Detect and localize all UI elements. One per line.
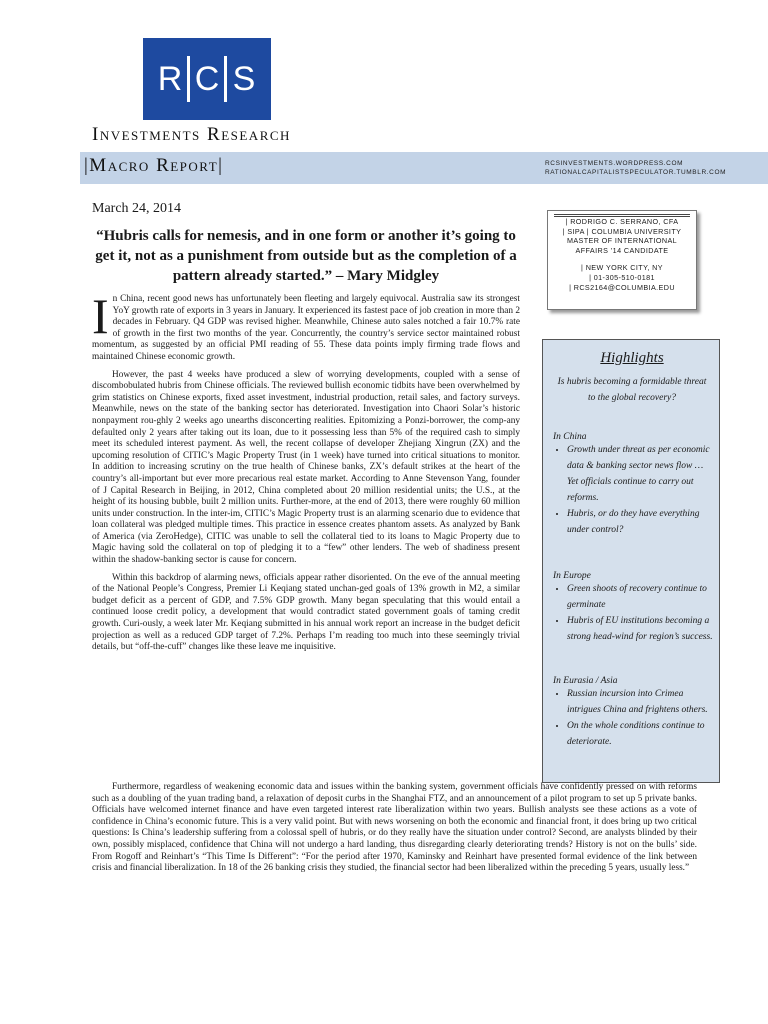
highlights-title: Highlights (600, 350, 664, 366)
article-paragraph: Within this backdrop of alarming news, officials appear rather disoriented. On the eve of the annual meeting of the National People’s Congress, Premier Li Keqiang stated unchan-ged goals of 13% growth in M2, a similar budget deficit as a percent of GDP, and 7.5% GDP growth. Many began speculating that this would entail a continued loose credit policy, a development that would contradict stated government goals of taming credit growth. Curi-ously, a week later Mr. Keqiang submitted in his annual work report an increase in the budget deficit projection as well as a reduced GDP target of 7.2%. Perhaps I’m reading too much into these seemingly trivial details, but “off-the-cuff” changes like these leave me inquisitive. (92, 572, 520, 653)
highlight-item: • Russian incursion into Crimea intrigues China and frightens others. (567, 686, 713, 718)
section-heading: In Europe (553, 571, 591, 581)
author-line: AFFAIRS ’14 CANDIDATE (575, 245, 669, 255)
highlight-item: • Hubris of EU institutions becoming a strong head-wind for region’s success. (567, 613, 713, 645)
header-links (545, 159, 726, 177)
section-heading: In China (553, 432, 587, 442)
article-body-wide (92, 782, 697, 875)
author-spacer (548, 255, 696, 263)
highlights-box (542, 339, 720, 783)
report-date: March 24, 2014 (92, 201, 182, 216)
highlight-item: • Growth under threat as per economic data & banking sector news flow …Yet officials continue to carry out reforms. (567, 442, 713, 506)
author-line: | SIPA | COLUMBIA UNIVERSITY (562, 226, 682, 236)
paragraph-1-text: n China, recent good news has unfortunately been fleeting and largely equivocal. Australia saw its strongest YoY growth rate of exports in 3 years in January. It experienced its fastest pace of job creation in more than 2 decades in February. Q4 GDP was revised higher. Meanwhile, Chinese auto sales notched a fair 10.7% rate of growth in the first two months of the year. Concurrently, the country’s service sector maintained robust momentum, as suggested by an official PMI reading of 55. These data points imply firming trade flows and maintained Chinese economic growth. (92, 294, 520, 362)
highlights-question: Is hubris becoming a formidable threat to the global recovery? (557, 377, 707, 403)
epigraph-quote: “Hubris calls for nemesis, and in one form or another it’s going to get it, not as a punishment from outside but as the completion of a pattern already started.” – Mary Midgley (95, 228, 517, 284)
author-line: | 01-305-510-0181 (589, 272, 655, 282)
author-box (547, 210, 697, 310)
author-line: | RODRIGO C. SERRANO, CFA (565, 217, 679, 226)
article-paragraph: Furthermore, regardless of weakening economic data and issues within the banking system, government officials have confidently pressed on with reforms such as a doubling of the yuan trading band, a relaxation of deposit curbs in the Shanghai FTZ, and an announcement of a pilot program to set up 5 private banks. Officials have welcomed internet finance and have even targeted interest rate liberalization within two years. Bullish analysts see these actions as a vote of confidence in China’s economic future. This is a very valid point. But with news worsening on both the economic and financial front, it does bring up two critical questions: Is China’s leadership suffering from a colossal spell of hubris, or do they really have the situation under control? Second, are analysts blinded by their own, possibly misplaced, confidence that China will not undergo a hard landing, thus disregarding clearly deteriorating trends? History is not on the bulls’ side. From Rogoff and Reinhart’s “This Time Is Different”: “For the period after 1970, Kaminsky and Reinhart have presented formal evidence of the link between crisis and financial liberalization. In 18 of the 26 banking crisis they studied, the financial sector had been liberalized within the preceding 5 years, usually less.” (92, 782, 697, 874)
highlights-section-europe (553, 571, 713, 645)
highlight-item: • Hubris, or do they have everything under control? (567, 506, 713, 538)
logo-letter: S (232, 60, 256, 98)
article-paragraph (92, 288, 520, 364)
logo-subtitle: Investments Research (92, 124, 291, 145)
blog-link[interactable]: RCSINVESTMENTS.WORDPRESS.COM (545, 160, 684, 167)
section-heading: In Eurasia / Asia (553, 676, 618, 686)
tumblr-link[interactable]: RATIONALCAPITALISTSPECULATOR.TUMBLR.COM (545, 169, 727, 176)
author-email[interactable]: | RCS2164@COLUMBIA.EDU (569, 282, 675, 292)
highlights-section-eurasia (553, 676, 713, 750)
highlights-section-china (553, 432, 713, 538)
highlight-item: • On the whole conditions continue to deteriorate. (567, 718, 713, 750)
highlight-item: • Green shoots of recovery continue to germinate (567, 581, 713, 613)
drop-cap: I (92, 288, 109, 344)
rcs-logo (143, 38, 271, 120)
report-title: |Macro Report| (84, 155, 224, 176)
author-line: | NEW YORK CITY, NY (581, 263, 663, 273)
article-body (92, 288, 520, 654)
logo-letter: C (194, 60, 220, 98)
author-line: MASTER OF INTERNATIONAL (566, 236, 678, 246)
article-paragraph: However, the past 4 weeks have produced a slew of worrying developments, coupled with a sense of discombobulated hubris from Chinese officials. The reviewed bullish economic tidbits have been overwhelmed by grim statistics on Chinese exports, fixed asset investment, industrial production, retail sales, and factory surveys. Meanwhile, news on the state of the banking sector has deteriorated. Investigation into Chaori Solar’s historic nonpayment rou-ghly 2 weeks ago unearths disconcerting realities. Epitomizing a Ponzi-borrower, the comp-any defaulted only 2 years after taking out its loan, due to it possessing less than 5% of the required cash to simply meet its scheduled interest payment. As well, the recent collapse of developer Zhejiang Xingrun (ZX) and the upcoming resolution of CITIC’s Magic Property Trust (in 1 week) have turned into critical situations to monitor. In addition to increasing scrutiny on the true health of Chinese banks, ZX’s default strikes at the heart of the country’s all-important but ever more precarious real estate market. According to Anne Stevenson Yang, founder of J Capital Research in Beijing, in 2012, China completed about 20 million residential units; the U.S., at the height of its housing bubble, built 2 million units. Further-more, at the end of 2013, there were roughly 60 million units under construction. In the inter-im, CITIC’s Magic Property trust is an alarming scenario due to evidence that loan collateral was pledged multiple times. This practice in essence creates phantom assets. As analyzed by Bank of America (via ZeroHedge), CITIC was unable to sell the collateral tied to its loans to Magic Property due to Magic having sold the collateral on top of pledging it to a “few” other lenders. The web of shadiness present within the shadow-banking sector is cause for concern. (92, 369, 520, 566)
logo-letter: R (157, 60, 183, 98)
